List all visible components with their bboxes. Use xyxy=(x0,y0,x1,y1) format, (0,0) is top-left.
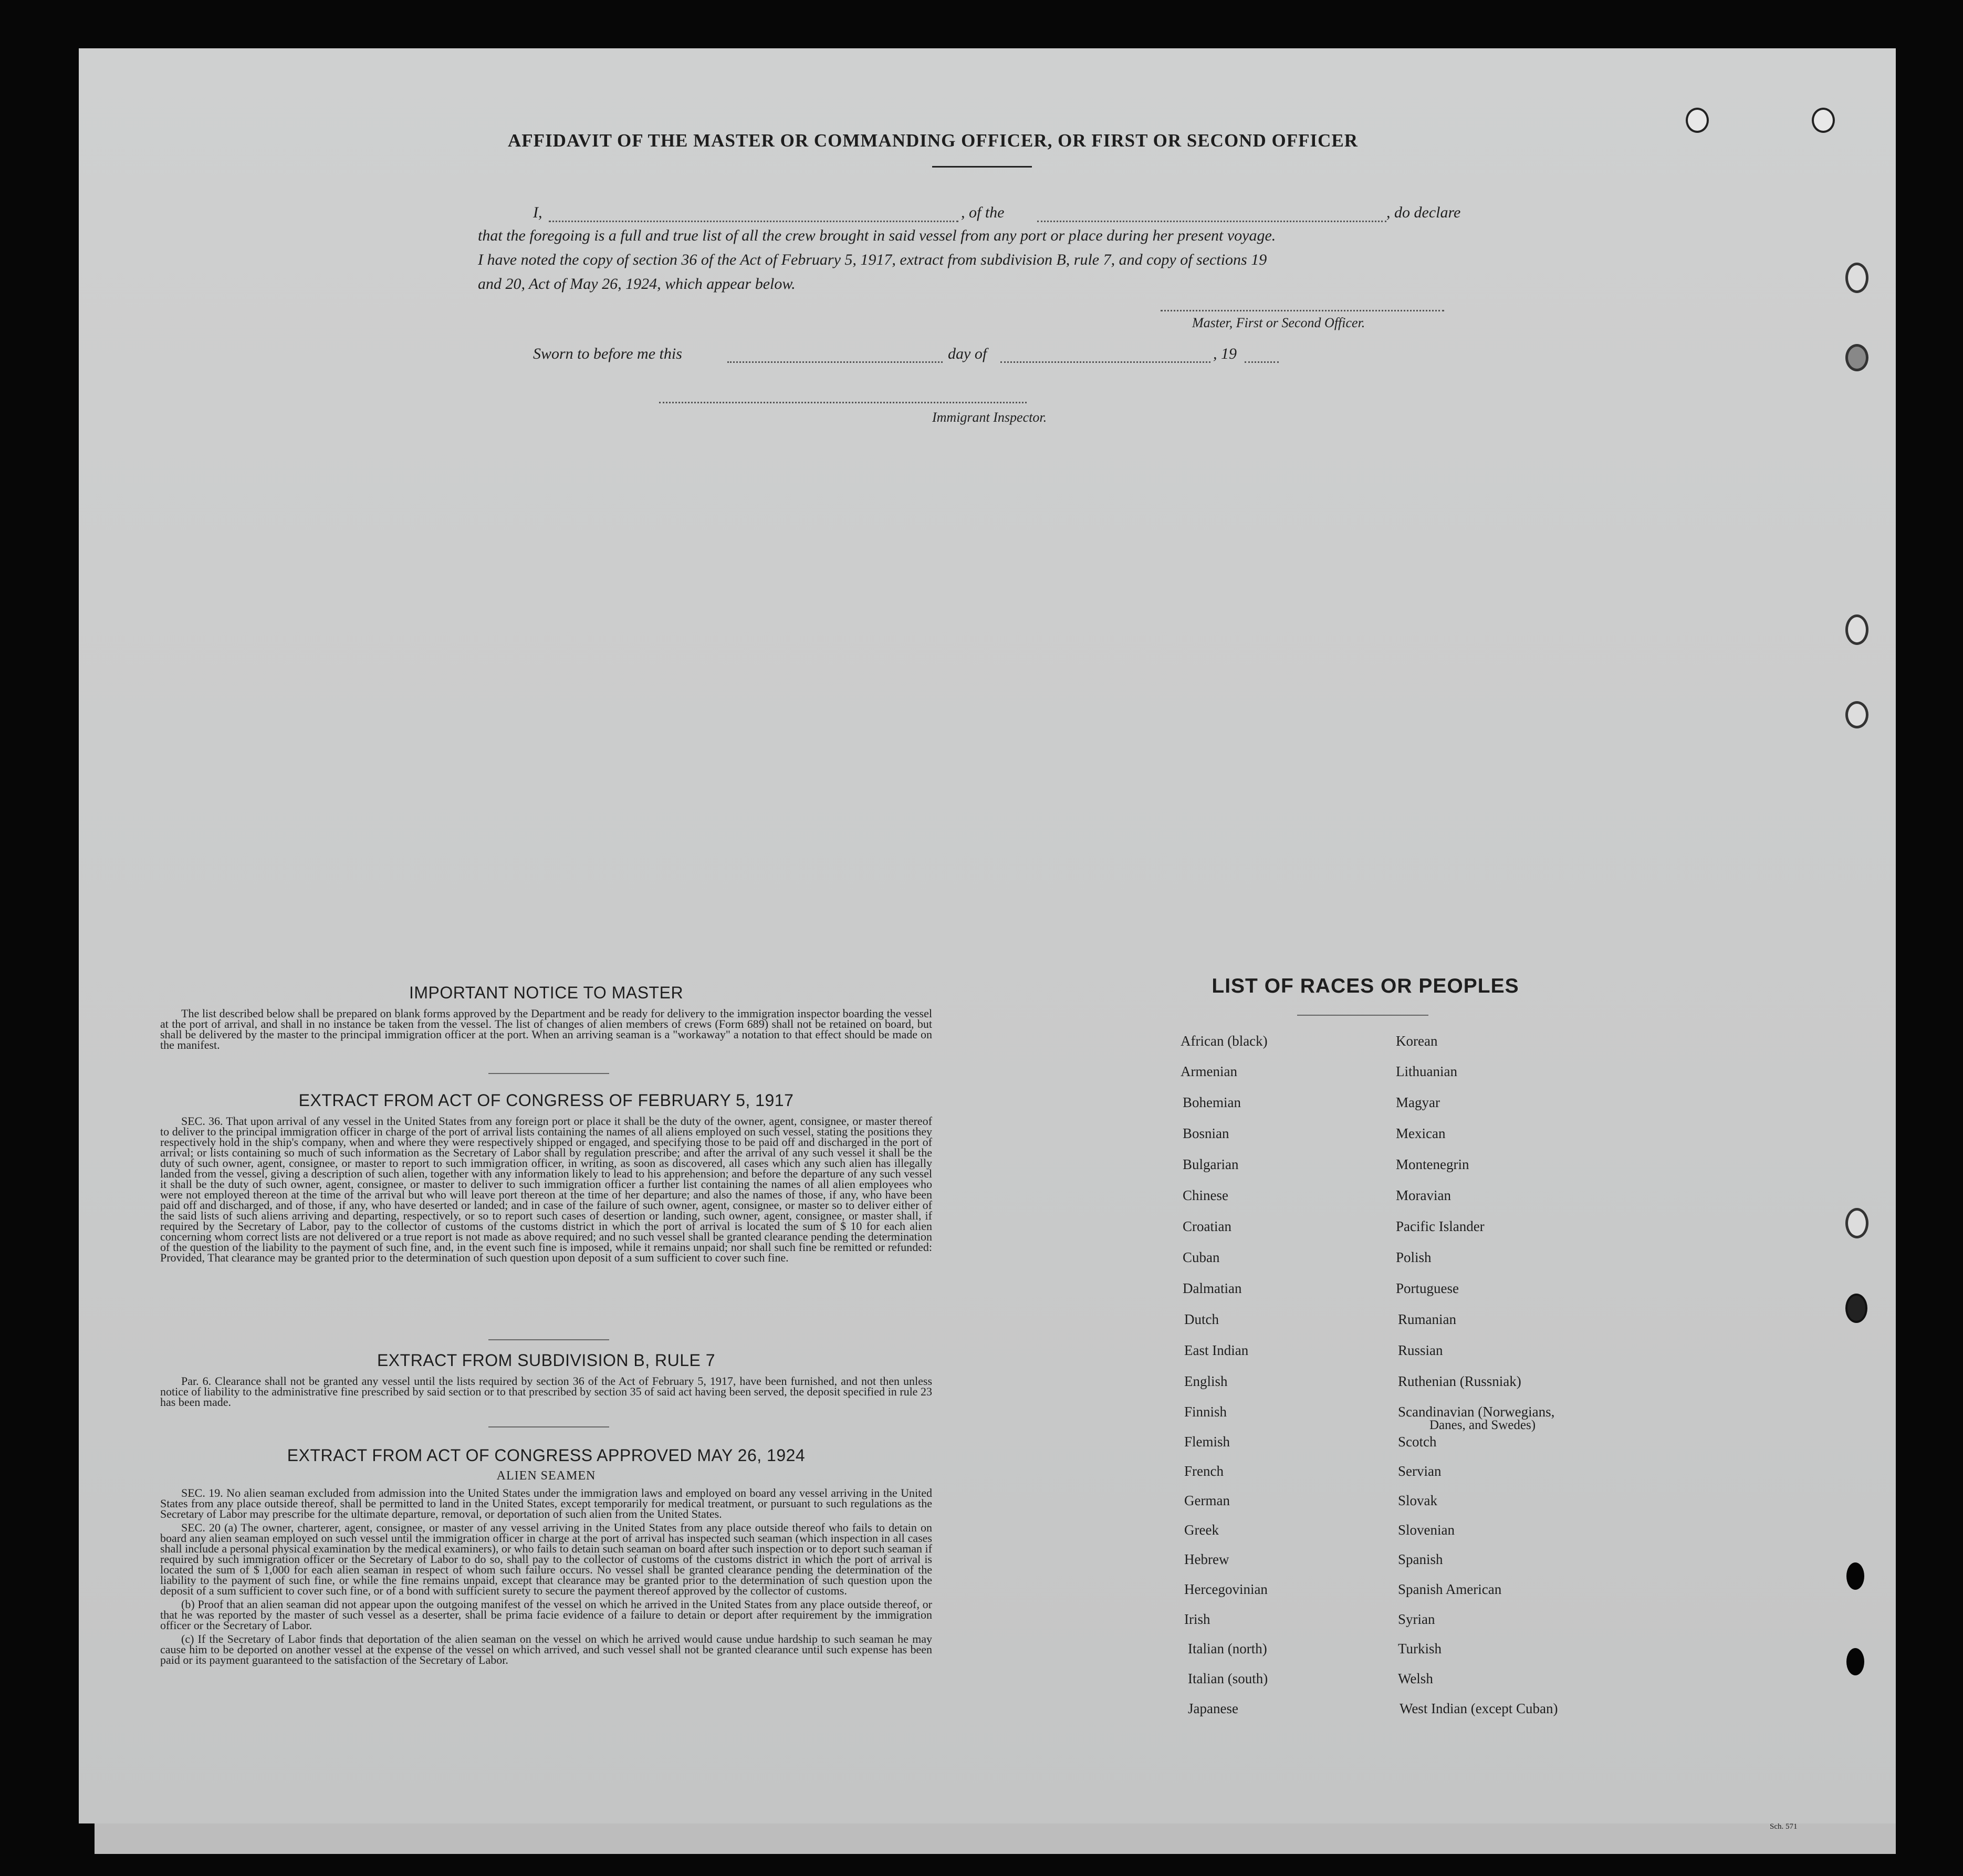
race-item: Polish xyxy=(1396,1249,1432,1265)
race-item: Hebrew xyxy=(1184,1551,1229,1567)
race-item: Bosnian xyxy=(1183,1125,1229,1141)
race-item: Chinese xyxy=(1183,1187,1228,1203)
extract-1917-text: SEC. 36. That upon arrival of any vessel in the United States from any foreign port or place it shall be the duty of the owner, agent, consignee, or master thereof to deliver to the principal immigration officer in charge of the port of arrival lists containing the names of all aliens employed on such vessel, stating the positions they respectively hold in the ship's company, when and where they were respectively shipped or engaged, and specifying those to be paid off and discharged in the port of arrival; or lists containing so much of such information as the Secretary of Labor shall by regulation prescribe; and after the arrival of any such vessel it shall be the duty of such owner, agent, consignee, or master to report to such immigration officer, in writing, as soon as discovered, all cases which any such alien has illegally landed from the vessel, giving a description of such alien, together with any information likely to lead to his apprehension; and before the departure of any such vessel it shall be the duty of such owner, agent, consignee, or master to deliver to such immigration officer a further list containing the names of all alien employees who were not employed thereon at the time of the arrival but who will leave port thereon at the time of her departure; and also the names of those, if any, who have been paid off and discharged, and of those, if any, who have deserted or landed; and in case of the failure of such owner, agent, consignee, or master so to deliver either of the said lists of such aliens arriving and departing, respectively, or so to report such cases of desertion or landing, such owner, agent, consignee, or master shall, if required by the Secretary of Labor, pay to the collector of customs of the customs district in which the port of arrival is located the sum of $ 10 for each alien concerning whom correct lists are not delivered or a true report is not made as above required; and no such vessel shall be granted clearance pending the determination of the question of the liability to the payment of such fine, and, in the event such fine is imposed, while it remains unpaid; nor shall such fine be remitted or refunded: Provided, That clearance may be granted prior to the determination of such question upon deposit of a sum sufficient to cover such fine. xyxy=(160,1114,932,1264)
race-item: Scandinavian (Norwegians, xyxy=(1398,1404,1555,1420)
affidavit-title: AFFIDAVIT OF THE MASTER OR COMMANDING OFFICER, OR FIRST OR SECOND OFFICER xyxy=(508,130,1358,151)
race-item: Greek xyxy=(1184,1522,1219,1538)
race-item: West Indian (except Cuban) xyxy=(1400,1701,1558,1716)
extract-1924-text: SEC. 19. No alien seaman excluded from admission into the United States under the immigration laws and employed on board any vessel arriving in the United States from any place outside thereof, shall be permitted to land in the United States, except temporarily for medical treatment, or pursuant to such regulations as the Secretary of Labor may prescribe for the ultimate departure, removal, or deportation of such alien from the United States. SEC. 20 (a) The owner, charterer, agent, consignee, or master of any vessel arriving in the United States from any place outside thereof who fails to detain on board any alien seaman employed on such vessel until the immigration officer in charge at the port of arrival has inspected such seaman (which inspection in all cases shall include a personal physical examination by the medical examiners), or who fails to detain such seaman on board after such inspection or to deport such seaman if required by such immigration officer or the Secretary of Labor to do so, shall pay to the collector of customs of the customs district in which the port of arrival is located the sum of $ 1,000 for each alien seaman in respect of whom such failure occurs. No vessel shall be granted clearance pending the determination of the liability to the payment of such fine, or while the fine remains unpaid, except that clearance may be granted prior to the determination of such question upon the deposit of a sum sufficient to cover such fine, or of a bond with sufficient surety to secure the payment thereof approved by the collector of customs. (b) Proof that an alien seaman did not appear upon the outgoing manifest of the vessel on which he arrived in the United States from any place outside thereof, or that he was reported by the master of such vessel as a deserter, shall be prima facie evidence of a failure to detain or deport after requirement by the immigration officer or the Secretary of Labor. (c) If the Secretary of Labor finds that deportation of the alien seaman on the vessel on which he arrived would cause undue hardship to such seaman he may cause him to be deported on another vessel at the expense of the vessel on which arrived, and such vessel shall not be granted clearance until such expense has been paid or its payment guaranteed to the satisfaction of the Secretary of Labor. xyxy=(160,1486,932,1666)
races-title: LIST OF RACES OR PEOPLES xyxy=(1212,975,1519,997)
race-item: Italian (south) xyxy=(1188,1671,1268,1686)
sworn-month-field[interactable] xyxy=(1000,361,1210,363)
affidavit-line-3: I have noted the copy of section 36 of the Act of February 5, 1917, extract from subdivision B, rule 7, and copy of sections 19 xyxy=(478,251,1267,268)
race-item: Danes, and Swedes) xyxy=(1429,1418,1536,1432)
punch-hole xyxy=(1845,263,1868,293)
race-item: Magyar xyxy=(1396,1095,1440,1110)
punch-hole xyxy=(1845,614,1868,645)
race-item: Dalmatian xyxy=(1183,1280,1242,1296)
race-item: Slovak xyxy=(1398,1493,1438,1508)
punch-hole xyxy=(1846,1648,1864,1675)
race-item: Syrian xyxy=(1398,1611,1435,1627)
punch-hole xyxy=(1845,344,1868,371)
race-item: Ruthenian (Russniak) xyxy=(1398,1373,1521,1389)
race-item: Hercegovinian xyxy=(1184,1581,1268,1597)
race-item: Moravian xyxy=(1396,1187,1451,1203)
race-item: Lithuanian xyxy=(1396,1064,1457,1079)
race-item: Turkish xyxy=(1398,1641,1442,1656)
inspector-label: Immigrant Inspector. xyxy=(932,410,1047,425)
of-the-label: , of the xyxy=(961,204,1005,221)
section-divider xyxy=(488,1426,609,1427)
name-field[interactable] xyxy=(549,221,958,222)
race-item: German xyxy=(1184,1493,1230,1508)
race-item: Welsh xyxy=(1398,1671,1433,1686)
race-item: Irish xyxy=(1184,1611,1210,1627)
sworn-year-field[interactable] xyxy=(1245,361,1279,363)
title-divider xyxy=(932,166,1032,168)
race-item: Spanish xyxy=(1398,1551,1443,1567)
affidavit-line-4: and 20, Act of May 26, 1924, which appear below. xyxy=(478,275,796,293)
master-signature-label: Master, First or Second Officer. xyxy=(1192,315,1365,330)
vessel-field[interactable] xyxy=(1037,221,1386,222)
punch-hole xyxy=(1686,108,1709,133)
punch-hole xyxy=(1845,1208,1868,1238)
race-item: Japanese xyxy=(1188,1701,1238,1716)
punch-hole xyxy=(1812,108,1835,133)
section-divider xyxy=(488,1073,609,1074)
race-item: Finnish xyxy=(1184,1404,1227,1420)
race-item: Spanish American xyxy=(1398,1581,1502,1597)
alien-seamen-subtitle: ALIEN SEAMEN xyxy=(496,1469,596,1483)
race-item: Cuban xyxy=(1183,1249,1220,1265)
extract-1924-title: EXTRACT FROM ACT OF CONGRESS APPROVED MAY 26, 1924 xyxy=(287,1446,806,1465)
race-item: Scotch xyxy=(1398,1434,1437,1450)
master-signature-field[interactable] xyxy=(1161,310,1444,311)
race-item: Dutch xyxy=(1184,1311,1219,1327)
year-label: , 19 xyxy=(1213,345,1237,362)
extract-1917-title: EXTRACT FROM ACT OF CONGRESS OF FEBRUARY 5, 1917 xyxy=(298,1091,794,1110)
notice-title: IMPORTANT NOTICE TO MASTER xyxy=(409,983,684,1002)
race-item: Italian (north) xyxy=(1188,1641,1267,1656)
inspector-signature-field[interactable] xyxy=(659,402,1027,403)
races-divider xyxy=(1297,1015,1428,1016)
race-item: African (black) xyxy=(1181,1033,1268,1049)
punch-hole xyxy=(1845,1294,1867,1323)
punch-hole xyxy=(1845,701,1868,728)
affidavit-line-2: that the foregoing is a full and true list of all the crew brought in said vessel from any port or place during her present voyage. xyxy=(478,227,1276,244)
race-item: Russian xyxy=(1398,1342,1443,1358)
race-item: Korean xyxy=(1396,1033,1438,1049)
form-number: Sch. 571 xyxy=(1770,1822,1798,1831)
race-item: Slovenian xyxy=(1398,1522,1455,1538)
race-item: French xyxy=(1184,1463,1224,1479)
race-item: Croatian xyxy=(1183,1218,1231,1234)
race-item: Pacific Islander xyxy=(1396,1218,1485,1234)
race-item: Rumanian xyxy=(1398,1311,1456,1327)
race-item: Flemish xyxy=(1184,1434,1230,1450)
i-label: I, xyxy=(533,204,542,221)
section-divider xyxy=(488,1339,609,1340)
race-item: English xyxy=(1184,1373,1228,1389)
sworn-day-field[interactable] xyxy=(727,361,943,363)
extract-rule7-title: EXTRACT FROM SUBDIVISION B, RULE 7 xyxy=(377,1351,716,1370)
do-declare-label: , do declare xyxy=(1386,204,1461,221)
day-of-label: day of xyxy=(948,345,987,362)
punch-hole xyxy=(1846,1562,1864,1590)
race-item: Bulgarian xyxy=(1183,1156,1239,1172)
race-item: Servian xyxy=(1398,1463,1442,1479)
race-item: Portuguese xyxy=(1396,1280,1459,1296)
race-item: Armenian xyxy=(1181,1064,1237,1079)
race-item: East Indian xyxy=(1184,1342,1249,1358)
extract-rule7-text: Par. 6. Clearance shall not be granted any vessel until the lists required by section 36 of the Act of February 5, 1917, have been furnished, and not then unless notice of liability to the administrative fine prescribed by said section or to that prescribed by section 35 of said act having been served, the deposit specified in rule 23 has been made. xyxy=(160,1374,932,1409)
race-item: Bohemian xyxy=(1183,1095,1241,1110)
race-item: Mexican xyxy=(1396,1125,1446,1141)
race-item: Montenegrin xyxy=(1396,1156,1469,1172)
notice-text: The list described below shall be prepared on blank forms approved by the Department and be ready for delivery to the immigration inspector boarding the vessel at the port of arrival, and shall in no instance be taken from the vessel. The list of changes of alien members of crews (Form 689) shall not be retained on board, but shall be delivered by the master to the principal immigration officer at the port. When an arriving seaman is a "workaway" a notation to that effect should be made on the manifest. xyxy=(160,1007,932,1051)
sworn-label: Sworn to before me this xyxy=(533,345,682,362)
